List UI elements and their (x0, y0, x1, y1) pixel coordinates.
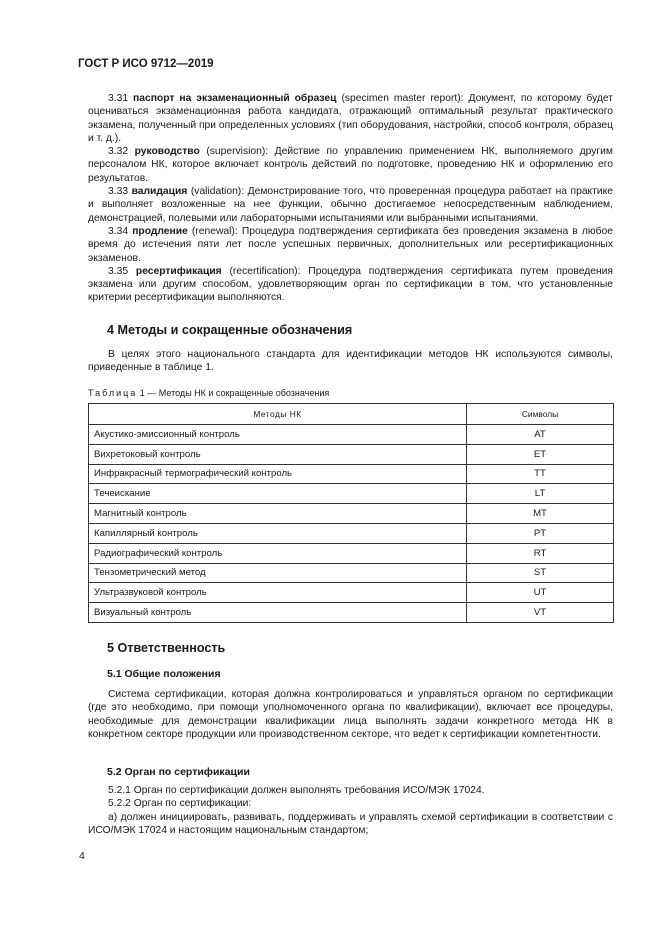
nk-methods-table (88, 403, 614, 623)
table-row: Визуальный контроль VT (89, 603, 614, 623)
section-5-1-paragraph: Система сертификации, которая должна контролироваться и управляться органом по сертификации (где это необходимо, при помощи уполномоченного органа по квалификации), включает все процедуры, необходимые для демонстрации квалификации лица выполнять задачи конкретного метода НК в конкретном секторе продукции или производственном секторе, что ведет к сертификации компетентности. (88, 689, 613, 740)
table-row: Акустико-эмиссионный контроль AT (89, 425, 614, 445)
clause-5-2-2-a: а) должен инициировать, развивать, поддерживать и управлять схемой сертификации в соответствии с ИСО/МЭК 17024 и настоящим национальным стандартом; (88, 811, 613, 836)
table-caption: Таблица 1 — Методы НК и сокращенные обозначения (88, 388, 330, 398)
table-header-row (89, 404, 614, 425)
section-5-title: 5 Ответственность (107, 641, 226, 655)
table-row: Инфракрасный термографический контроль TT (89, 464, 614, 484)
table-row: Ультразвуковой контроль UT (89, 583, 614, 603)
table-row: Магнитный контроль MT (89, 504, 614, 524)
section-5-2-title: 5.2 Орган по сертификации (107, 766, 250, 778)
definition-3-34: 3.34 продление (renewal): Процедура подтверждения сертификата без проведения экзамена в любое время до истечения пяти лет после успешных первичных, дополнительных или ресертификационных экзаменов. (88, 225, 613, 264)
section-5-1-title: 5.1 Общие положения (107, 668, 221, 680)
clause-5-2-2: 5.2.2 Орган по сертификации: (108, 798, 252, 810)
definition-3-32: 3.32 руководство (supervision): Действие по управлению применением НК, выполняемого другим персоналом НК, которое включает контроль действий по подготовке, проведению НК и оформлению его результатов. (88, 146, 613, 184)
table-row: Капиллярный контроль PT (89, 523, 614, 543)
column-header-methods: Методы НК (89, 404, 467, 425)
section-4-title: 4 Методы и сокращенные обозначения (107, 323, 353, 337)
page-number: 4 (79, 850, 85, 862)
column-header-symbols: Символы (467, 404, 614, 425)
table-row: Радиографический контроль RT (89, 543, 614, 563)
definition-3-33: 3.33 валидация (validation): Демонстрирование того, что проверенная процедура работает на практике и выполняет возложенные на нее функции, обычно достигаемое непосредственным наблюдением, демонстрацией, полевыми или лабораторными испытаниями или выбранными испытаниями. (88, 186, 613, 224)
section-4-paragraph: В целях этого национального стандарта для идентификации методов НК используются символы, приведенные в таблице 1. (88, 349, 613, 374)
table-row: Вихретоковый контроль ET (89, 444, 614, 464)
document-header: ГОСТ Р ИСО 9712—2019 (78, 58, 214, 70)
table-row: Течеискание LT (89, 484, 614, 504)
section-5-2-content (88, 784, 613, 837)
clause-5-2-1: 5.2.1 Орган по сертификации должен выполнять требования ИСО/МЭК 17024. (108, 785, 485, 796)
definition-3-35: 3.35 ресертификация (recertification): Процедура подтверждения сертификата путем проведения экзамена или другим способом, удовлетворяющим орган по сертификации в том, что установленные критерии ресертификации выполняются. (88, 265, 613, 304)
table-row: Тензометрический метод ST (89, 563, 614, 583)
definition-3-31: 3.31 паспорт на экзаменационный образец (specimen master report): Документ, по которому будет оцениваться экзаменационная работа кандидата, отражающий оптимальный результат практического экзамена, полученный при определенных условиях (тип оборудования, настройки, способ контроля, образец и т. д.). (88, 93, 613, 144)
definitions-block (88, 92, 613, 305)
